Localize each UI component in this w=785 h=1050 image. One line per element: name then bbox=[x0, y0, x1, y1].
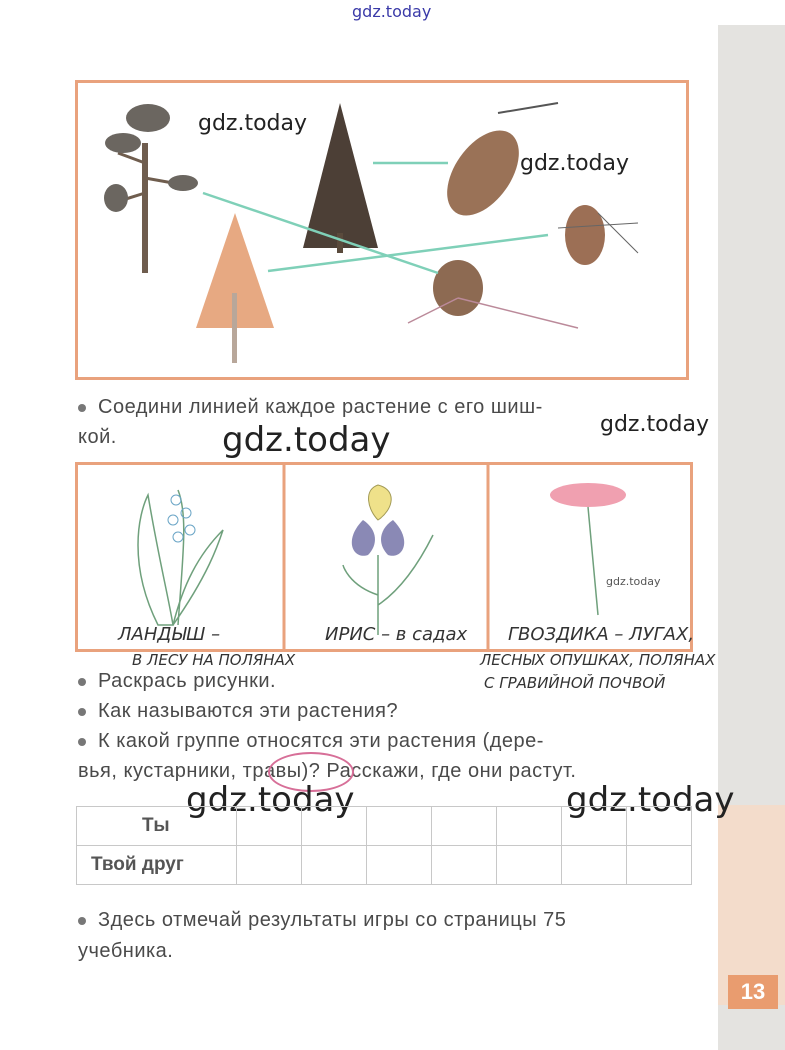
score-cell[interactable] bbox=[367, 846, 432, 885]
lily-of-the-valley bbox=[138, 490, 223, 625]
row-label-friend: Твой друг bbox=[77, 846, 237, 885]
watermark-large-1: gdz.today bbox=[222, 420, 391, 460]
task-names: Как называются эти растения? bbox=[78, 700, 398, 723]
score-cell[interactable] bbox=[237, 846, 302, 885]
score-cell[interactable] bbox=[627, 846, 692, 885]
table-row bbox=[77, 807, 692, 846]
score-cell[interactable] bbox=[627, 807, 692, 846]
bullet-icon bbox=[78, 678, 86, 686]
task-group-cont: вья, кустарники, травы)? Расскажи, где они растут. bbox=[78, 760, 577, 782]
page-number: 13 bbox=[728, 975, 778, 1009]
score-cell[interactable] bbox=[367, 807, 432, 846]
bullet-icon bbox=[78, 404, 86, 412]
watermark-top: gdz.today bbox=[352, 2, 432, 21]
score-cell[interactable] bbox=[432, 807, 497, 846]
answer-lily-line1: ЛАНДЫШ – bbox=[118, 624, 221, 645]
answer-carnation-line3: С ГРАВИЙНОЙ ПОЧВОЙ bbox=[484, 674, 666, 692]
task-results-cont: учебника. bbox=[78, 940, 174, 962]
watermark-pine: gdz.today bbox=[198, 111, 308, 136]
score-cell[interactable] bbox=[562, 807, 627, 846]
flowers-illustration bbox=[78, 465, 690, 649]
task-results: Здесь отмечай результаты игры со страницы 75 bbox=[78, 909, 566, 932]
score-cell[interactable] bbox=[497, 846, 562, 885]
score-cell[interactable] bbox=[562, 846, 627, 885]
side-strip bbox=[718, 25, 785, 1050]
iris bbox=[343, 485, 433, 635]
spruce-cone bbox=[433, 118, 534, 229]
score-cell[interactable] bbox=[237, 807, 302, 846]
watermark-cone: gdz.today bbox=[520, 151, 630, 176]
table-row bbox=[77, 846, 692, 885]
conifer-illustration bbox=[78, 83, 686, 377]
answer-carnation-line1: ГВОЗДИКА – ЛУГАХ, bbox=[508, 624, 695, 645]
bullet-icon bbox=[78, 708, 86, 716]
watermark-small: gdz.today bbox=[606, 575, 661, 588]
conifer-illustration-box bbox=[75, 80, 689, 380]
score-cell[interactable] bbox=[432, 846, 497, 885]
watermark-right-1: gdz.today bbox=[600, 412, 710, 437]
answer-iris: ИРИС – в садах bbox=[325, 624, 468, 645]
task-color: Раскрась рисунки. bbox=[78, 670, 276, 693]
task-connect: Соедини линией каждое растение с его шиш- bbox=[78, 396, 543, 419]
bullet-icon bbox=[78, 738, 86, 746]
watermark-large-3: gdz.today bbox=[566, 780, 735, 820]
answer-carnation-line2: ЛЕСНЫХ ОПУШКАХ, ПОЛЯНАХ bbox=[480, 651, 716, 669]
answer-lily-line2: В ЛЕСУ НА ПОЛЯНАХ bbox=[132, 651, 296, 669]
row-label-you: Ты bbox=[77, 807, 237, 846]
pine-cone bbox=[433, 260, 483, 316]
watermark-large-2: gdz.today bbox=[186, 780, 355, 820]
score-table bbox=[76, 806, 692, 885]
pine-tree bbox=[104, 104, 198, 273]
score-cell[interactable] bbox=[302, 846, 367, 885]
score-cell[interactable] bbox=[497, 807, 562, 846]
task-connect-cont: кой. bbox=[78, 426, 117, 448]
bullet-icon bbox=[78, 917, 86, 925]
carnation bbox=[550, 483, 626, 615]
larch-tree bbox=[196, 213, 274, 363]
score-cell[interactable] bbox=[302, 807, 367, 846]
task-group: К какой группе относятся эти растения (дере- bbox=[78, 730, 544, 753]
